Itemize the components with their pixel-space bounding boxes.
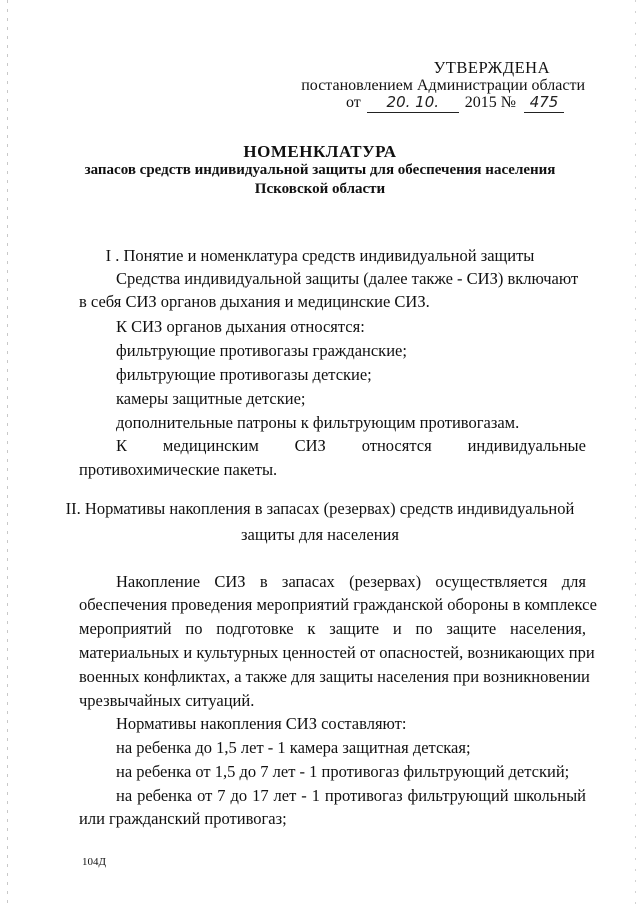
section2-p1-line4: материальных и культурных ценностей от опасностей, возникающих при	[79, 643, 595, 662]
document-subtitle-line2: Псковской области	[254, 181, 386, 197]
approval-date-line	[346, 92, 564, 113]
word: -	[301, 786, 307, 805]
approval-from-label: от	[346, 94, 361, 111]
section2-p2: Нормативы накопления СИЗ составляют:	[116, 714, 407, 733]
word: для	[561, 572, 586, 591]
section2-title-line2: защиты для населения	[241, 525, 399, 544]
document-subtitle-line1: запасов средств индивидуальной защиты для обеспечения населения	[84, 162, 556, 178]
section1-item4: дополнительные патроны к фильтрующим противогазам.	[116, 413, 520, 432]
section2-p1-line1	[116, 571, 586, 593]
section2-norm2: на ребенка от 1,5 до 7 лет - 1 противогаз фильтрующий детский;	[116, 762, 570, 781]
word: медицинским	[162, 436, 259, 455]
word: защите	[446, 619, 497, 638]
section1-p1-line1: Средства индивидуальной защиты (далее также - СИЗ) включают	[116, 269, 579, 288]
word: осуществляется	[435, 572, 548, 591]
word: противогаз	[324, 786, 403, 805]
section1-item1: фильтрующие противогазы гражданские;	[116, 341, 407, 360]
section1-p2: К СИЗ органов дыхания относятся:	[116, 317, 365, 336]
word: защите	[329, 619, 380, 638]
word: лет	[273, 786, 297, 805]
scan-edge-right	[635, 0, 636, 905]
section2-p1-line5: военных конфликтах, а также для защиты населения при возникновении	[79, 667, 590, 686]
word: на	[116, 786, 133, 805]
word: в	[259, 572, 268, 591]
scan-edge-left	[7, 0, 8, 905]
section1-p3-line1	[116, 435, 586, 457]
footer-code: 104Д	[82, 856, 107, 868]
section1-title: I . Понятие и номенклатура средств индивидуальной защиты	[105, 246, 535, 265]
word: до	[230, 786, 248, 805]
section2-p1-line2: обеспечения проведения мероприятий гражданской обороны в комплексе	[79, 595, 597, 614]
approval-number-handwritten: 475	[524, 92, 564, 113]
word: 7	[217, 786, 226, 805]
word: населения,	[510, 619, 586, 638]
word: ребенка	[137, 786, 193, 805]
word: фильтрующий	[407, 786, 509, 805]
word: относятся	[361, 436, 432, 455]
section2-norm3-line2: или гражданский противогаз;	[79, 809, 287, 828]
word: Накопление	[116, 572, 201, 591]
word: от	[197, 786, 213, 805]
section1-p3-line2: противохимические пакеты.	[79, 460, 278, 479]
approval-title: УТВЕРЖДЕНА	[433, 58, 550, 77]
section2-norm3-line1	[116, 785, 586, 807]
word: и	[392, 619, 402, 638]
section2-p1-line6: чрезвычайных ситуаций.	[79, 691, 255, 710]
approval-year-no: 2015 №	[464, 94, 517, 111]
document-title: НОМЕНКЛАТУРА	[243, 142, 397, 161]
word: по	[185, 619, 203, 638]
approval-decree: постановлением Администрации области	[301, 77, 585, 94]
section2-title-line1: II. Нормативы накопления в запасах (резервах) средств индивидуальной	[65, 499, 575, 518]
section2-p1-line3	[79, 618, 586, 640]
word: подготовке	[216, 619, 294, 638]
word: к	[307, 619, 316, 638]
word: 17	[252, 786, 269, 805]
word: (резервах)	[349, 572, 422, 591]
word: мероприятий	[79, 619, 172, 638]
section1-item3: камеры защитные детские;	[116, 389, 306, 408]
word: запасах	[281, 572, 335, 591]
word: К	[116, 436, 128, 455]
word: 1	[311, 786, 320, 805]
word: по	[415, 619, 433, 638]
word: СИЗ	[214, 572, 246, 591]
approval-date-handwritten: 20. 10.	[367, 92, 459, 113]
section1-p1-line2: в себя СИЗ органов дыхания и медицинские СИЗ.	[79, 292, 430, 311]
word: школьный	[513, 786, 586, 805]
section2-norm1: на ребенка до 1,5 лет - 1 камера защитная детская;	[116, 738, 471, 757]
word: индивидуальные	[467, 436, 586, 455]
section1-item2: фильтрующие противогазы детские;	[116, 365, 372, 384]
word: СИЗ	[294, 436, 326, 455]
